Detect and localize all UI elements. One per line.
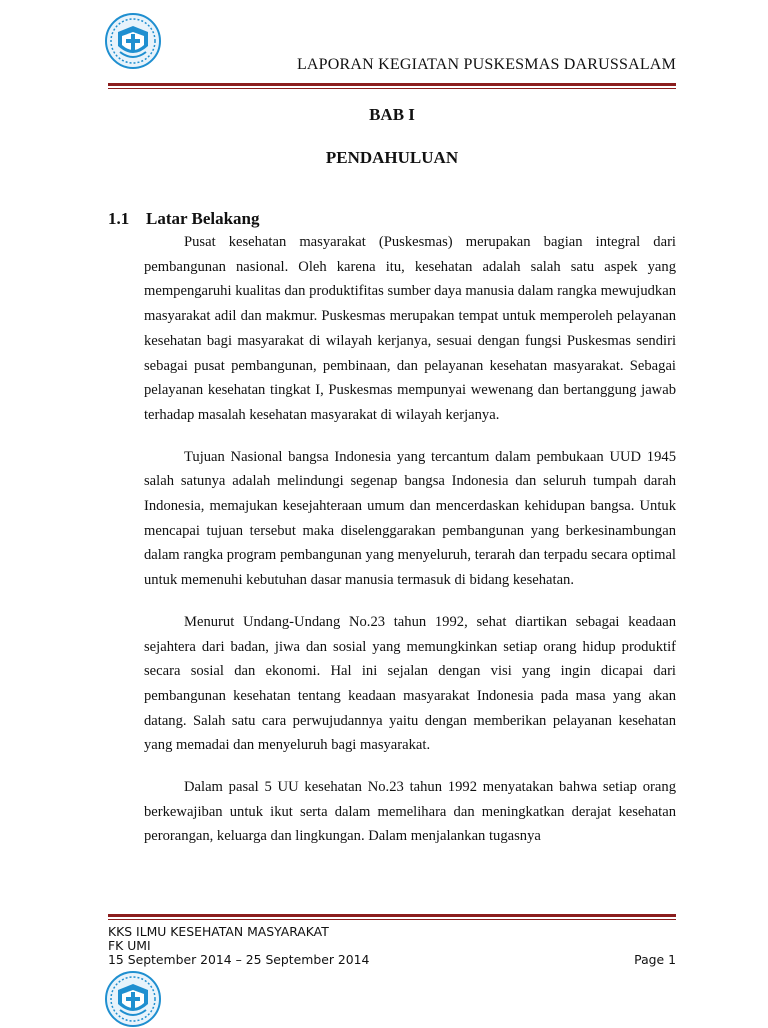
footer-date-row: [108, 952, 676, 967]
paragraph: Dalam pasal 5 UU kesehatan No.23 tahun 1992 menyatakan bahwa setiap orang berkewajiban untuk ikut serta dalam memelihara dan meningkatkan derajat kesehatan perorangan, keluarga dan lingkungan. Dalam menjalankan tugasnya: [144, 779, 676, 845]
report-header-title: LAPORAN KEGIATAN PUSKESMAS DARUSSALAM: [296, 56, 676, 73]
footer-date-range: 15 September 2014 – 25 September 2014: [108, 952, 370, 967]
header-divider: [108, 83, 676, 89]
body-text: [144, 230, 676, 866]
paragraph: Menurut Undang-Undang No.23 tahun 1992, sehat diartikan sebagai keadaan sejahtera dari badan, jiwa dan sosial yang memungkinkan setiap orang hidup produktif secara sosial dan ekonomi. Hal ini sejalan dengan visi yang ingin dicapai dari pembangunan kesehatan tentang keadaan masyarakat Indonesia pada masa yang akan datang. Salah satu cara perwujudannya yaitu dengan memberikan pelayanan kesehatan yang memadai dan menyeluruh bagi masyarakat.: [144, 613, 676, 754]
section-number: 1.1: [108, 209, 130, 228]
university-seal-icon: [104, 12, 162, 70]
footer-divider: [108, 914, 676, 920]
page-number: Page 1: [634, 952, 676, 967]
footer-department: KKS ILMU KESEHATAN MASYARAKAT: [108, 924, 329, 939]
footer-faculty: FK UMI: [108, 938, 151, 953]
footer-university-logo: [104, 970, 162, 1028]
chapter-title: PENDAHULUAN: [325, 148, 459, 167]
section-heading: [108, 209, 260, 229]
paragraph: Pusat kesehatan masyarakat (Puskesmas) merupakan bagian integral dari pembangunan nasional. Oleh karena itu, kesehatan adalah salah satu aspek yang mempengaruhi kualitas dan produktifitas sumber daya manusia dalam rangka mewujudkan masyarakat adil dan makmur. Puskesmas merupakan tempat untuk memperoleh pelayanan kesehatan bagi masyarakat di wilayah kerjanya, sesuai dengan fungsi Puskesmas sendiri sebagai pusat pembangunan, pembinaan, dan pelayanan kesehatan masyarakat. Sebagai pelayanan kesehatan tingkat I, Puskesmas mempunyai wewenang dan bertanggung jawab terhadap masalah kesehatan masyarakat di wilayah kerjanya.: [144, 234, 676, 423]
university-seal-icon: [104, 970, 162, 1028]
section-title: Latar Belakang: [146, 209, 260, 228]
paragraph: Tujuan Nasional bangsa Indonesia yang tercantum dalam pembukaan UUD 1945 salah satunya adalah melindungi segenap bangsa Indonesia dan seluruh tumpah darah Indonesia, memajukan kesejahteraan umum dan mencerdaskan kehidupan bangsa. Untuk mencapai tujuan tersebut maka diselenggarakan pembangunan yang berkesinambungan dalam rangka program pembangunan yang menyeluruh, terarah dan terpadu secara optimal untuk memenuhi kebutuhan dasar manusia termasuk di bidang kesehatan.: [144, 448, 676, 589]
university-logo: [104, 12, 162, 70]
chapter-number: BAB I: [369, 105, 415, 124]
